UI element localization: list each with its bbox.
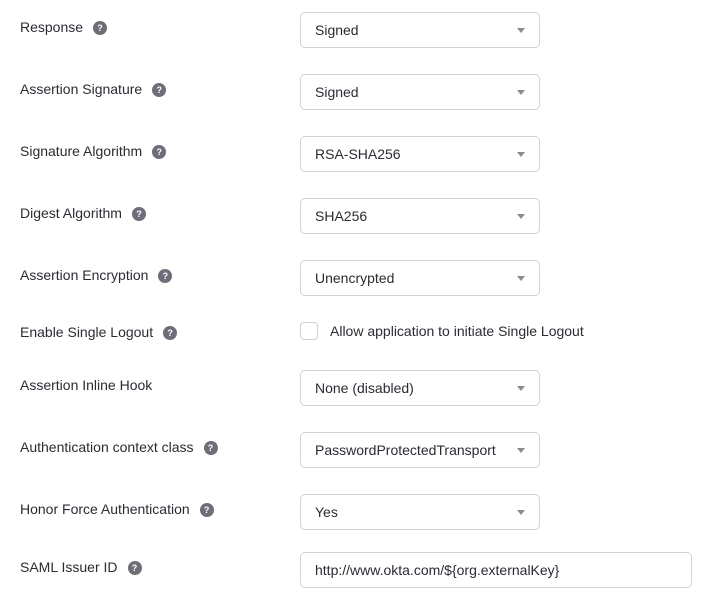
- assertion-inline-hook-select[interactable]: [300, 370, 540, 406]
- field-label: [20, 552, 300, 576]
- form-row-authentication-context-class: [20, 432, 692, 468]
- chevron-down-icon: [517, 276, 525, 281]
- assertion-encryption-select[interactable]: [300, 260, 540, 296]
- help-icon[interactable]: ?: [152, 83, 166, 97]
- field-label: [20, 260, 300, 284]
- form-row-enable-single-logout: [20, 322, 692, 342]
- checkbox-group: [300, 322, 584, 340]
- field-label-text: Assertion Signature: [20, 81, 143, 97]
- selected-value: SHA256: [315, 208, 368, 224]
- field-label: [20, 494, 300, 518]
- help-icon[interactable]: ?: [200, 503, 214, 517]
- saml-issuer-id-input[interactable]: [300, 552, 692, 588]
- help-icon[interactable]: ?: [132, 207, 146, 221]
- field-label: [20, 198, 300, 222]
- field-label-text: Honor Force Authentication: [20, 501, 190, 517]
- field-label: [20, 136, 300, 160]
- selected-value: Yes: [315, 504, 338, 520]
- chevron-down-icon: [517, 152, 525, 157]
- field-label-text: Enable Single Logout: [20, 324, 154, 340]
- field-label-text: Assertion Inline Hook: [20, 377, 153, 393]
- help-icon[interactable]: ?: [158, 269, 172, 283]
- field-label-text: Digest Algorithm: [20, 205, 122, 221]
- field-label: [20, 322, 300, 341]
- field-label: [20, 432, 300, 456]
- form-row-assertion-inline-hook: [20, 370, 692, 406]
- selected-value: Signed: [315, 84, 359, 100]
- help-icon[interactable]: ?: [163, 326, 177, 340]
- form-row-saml-issuer-id: [20, 552, 692, 588]
- form-row-response: [20, 12, 692, 48]
- single-logout-checkbox[interactable]: [300, 322, 318, 340]
- chevron-down-icon: [517, 28, 525, 33]
- chevron-down-icon: [517, 90, 525, 95]
- field-label-text: SAML Issuer ID: [20, 559, 118, 575]
- response-select[interactable]: [300, 12, 540, 48]
- field-label: [20, 12, 300, 36]
- help-icon[interactable]: ?: [204, 441, 218, 455]
- selected-value: RSA-SHA256: [315, 146, 401, 162]
- form-row-signature-algorithm: [20, 136, 692, 172]
- digest-algorithm-select[interactable]: [300, 198, 540, 234]
- help-icon[interactable]: ?: [128, 561, 142, 575]
- signature-algorithm-select[interactable]: [300, 136, 540, 172]
- selected-value: None (disabled): [315, 380, 414, 396]
- form-row-honor-force-authentication: [20, 494, 692, 530]
- chevron-down-icon: [517, 386, 525, 391]
- field-label-text: Authentication context class: [20, 439, 194, 455]
- field-label-text: Response: [20, 19, 84, 35]
- honor-force-authentication-select[interactable]: [300, 494, 540, 530]
- field-label: [20, 370, 300, 394]
- help-icon[interactable]: ?: [152, 145, 166, 159]
- selected-value: PasswordProtectedTransport: [315, 442, 496, 458]
- form-row-digest-algorithm: [20, 198, 692, 234]
- authentication-context-class-select[interactable]: [300, 432, 540, 468]
- form-row-assertion-encryption: [20, 260, 692, 296]
- field-label-text: Signature Algorithm: [20, 143, 143, 159]
- chevron-down-icon: [517, 214, 525, 219]
- field-label-text: Assertion Encryption: [20, 267, 149, 283]
- field-label: [20, 74, 300, 98]
- chevron-down-icon: [517, 448, 525, 453]
- help-icon[interactable]: ?: [93, 21, 107, 35]
- selected-value: Unencrypted: [315, 270, 395, 286]
- form-row-assertion-signature: [20, 74, 692, 110]
- chevron-down-icon: [517, 510, 525, 515]
- assertion-signature-select[interactable]: [300, 74, 540, 110]
- single-logout-checkbox-label[interactable]: Allow application to initiate Single Logout: [330, 323, 584, 339]
- selected-value: Signed: [315, 22, 359, 38]
